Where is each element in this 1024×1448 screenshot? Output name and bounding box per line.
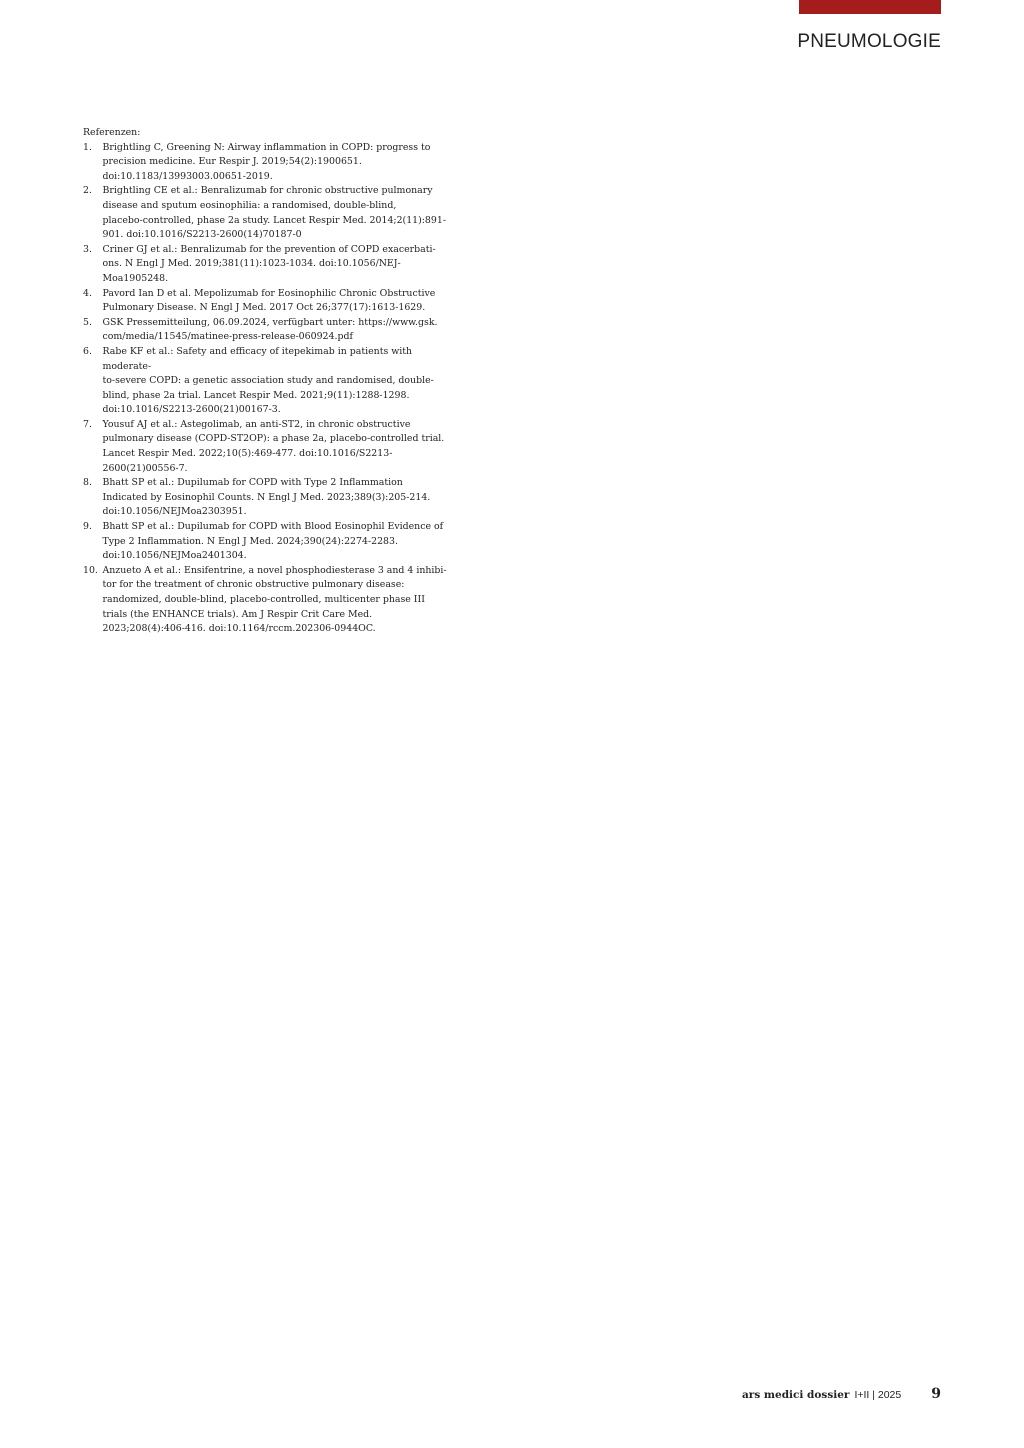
section-title: PNEUMOLOGIE: [797, 31, 941, 52]
reference-text-line: 2600(21)00556-7.: [102, 462, 188, 474]
reference-number: 4.: [83, 287, 92, 299]
reference-number: 7.: [83, 418, 92, 430]
reference-number: 3.: [83, 243, 92, 255]
references-section: [83, 126, 453, 637]
reference-item: [83, 520, 453, 564]
reference-number: 9.: [83, 521, 92, 533]
reference-item: [83, 476, 453, 520]
reference-text-line: randomized, double-blind, placebo-controlled, multicenter phase III: [102, 594, 425, 605]
reference-text-line: placebo-controlled, phase 2a study. Lancet Respir Med. 2014;2(11):891-: [102, 214, 446, 226]
reference-item: [83, 287, 453, 316]
reference-text-line: Lancet Respir Med. 2022;10(5):469-477. doi:10.1016/S2213-: [102, 448, 393, 460]
reference-text-line: Type 2 Inflammation. N Engl J Med. 2024;390(24):2274-2283.: [102, 535, 398, 547]
reference-text-line: pulmonary disease (COPD-ST2OP): a phase 2a, placebo-controlled trial.: [102, 433, 445, 445]
reference-text-line: disease and sputum eosinophilia: a randomised, double-blind,: [102, 199, 397, 211]
reference-text-line: trials (the ENHANCE trials). Am J Respir Crit Care Med.: [102, 608, 373, 620]
footer-publication: ars medici dossier: [742, 1389, 850, 1401]
reference-text-line: 2023;208(4):406-416. doi:10.1164/rccm.202306-0944OC.: [102, 623, 376, 635]
reference-text-line: blind, phase 2a trial. Lancet Respir Med. 2021;9(11):1288-1298.: [102, 389, 410, 401]
references-list: [83, 141, 453, 637]
reference-number: 8.: [83, 477, 92, 489]
reference-text-line: Indicated by Eosinophil Counts. N Engl J Med. 2023;389(3):205-214.: [102, 491, 431, 503]
reference-text-line: Rabe KF et al.: Safety and efficacy of itepekimab in patients with: [102, 345, 413, 357]
reference-number: 2.: [83, 185, 92, 197]
reference-number: 6.: [83, 345, 92, 357]
reference-item: [83, 564, 453, 637]
reference-text-line: moderate-: [102, 360, 152, 372]
page-number: 9: [931, 1386, 941, 1402]
reference-text-line: tor for the treatment of chronic obstructive pulmonary disease:: [102, 579, 405, 591]
reference-text-line: Bhatt SP et al.: Dupilumab for COPD with Type 2 Inflammation: [102, 477, 403, 489]
reference-text-line: doi:10.1056/NEJMoa2401304.: [102, 550, 247, 562]
reference-item: [83, 316, 453, 345]
reference-text-line: doi:10.1016/S2213-2600(21)00167-3.: [102, 404, 281, 416]
reference-text-line: Anzueto A et al.: Ensifentrine, a novel phosphodiesterase 3 and 4 inhibi-: [102, 564, 447, 576]
reference-text-line: Yousuf AJ et al.: Astegolimab, an anti-ST2, in chronic obstructive: [102, 418, 411, 430]
references-heading: Referenzen:: [83, 127, 141, 138]
reference-text-line: com/media/11545/matinee-press-release-060924.pdf: [102, 331, 353, 343]
reference-text-line: GSK Pressemitteilung, 06.09.2024, verfügbart unter: https://www.gsk.: [102, 316, 438, 328]
page-footer: [742, 1386, 941, 1402]
footer-issue: I+II | 2025: [854, 1389, 902, 1401]
reference-text-line: Pavord Ian D et al. Mepolizumab for Eosinophilic Chronic Obstructive: [102, 287, 436, 299]
reference-item: [83, 243, 453, 287]
reference-item: [83, 141, 453, 185]
reference-text-line: 901. doi:10.1016/S2213-2600(14)70187-0: [102, 229, 302, 241]
header-accent-bar: [799, 0, 941, 14]
reference-text-line: doi:10.1183/13993003.00651-2019.: [102, 170, 273, 182]
reference-item: [83, 418, 453, 476]
reference-item: [83, 345, 453, 418]
reference-text-line: Moa1905248.: [102, 272, 169, 284]
reference-text-line: ons. N Engl J Med. 2019;381(11):1023-1034. doi:10.1056/NEJ-: [102, 258, 401, 270]
reference-text-line: Bhatt SP et al.: Dupilumab for COPD with Blood Eosinophil Evidence of: [102, 521, 444, 533]
reference-text-line: precision medicine. Eur Respir J. 2019;54(2):1900651.: [102, 156, 362, 168]
reference-text-line: to-severe COPD: a genetic association study and randomised, double-: [102, 375, 434, 387]
reference-text-line: Pulmonary Disease. N Engl J Med. 2017 Oct 26;377(17):1613-1629.: [102, 302, 426, 314]
reference-text-line: Brightling CE et al.: Benralizumab for chronic obstructive pulmonary: [102, 185, 433, 197]
reference-item: [83, 184, 453, 242]
reference-number: 10.: [83, 564, 98, 576]
reference-text-line: Brightling C, Greening N: Airway inflammation in COPD: progress to: [102, 141, 431, 153]
reference-number: 5.: [83, 316, 92, 328]
reference-text-line: Criner GJ et al.: Benralizumab for the prevention of COPD exacerbati-: [102, 243, 436, 255]
reference-text-line: doi:10.1056/NEJMoa2303951.: [102, 506, 247, 518]
reference-number: 1.: [83, 141, 92, 153]
